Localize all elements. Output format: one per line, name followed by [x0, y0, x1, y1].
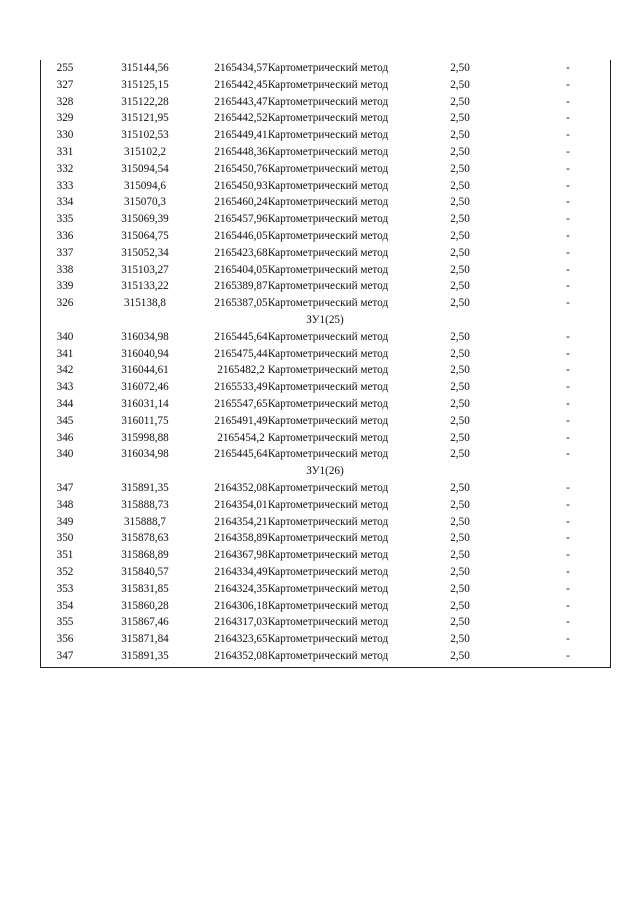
- x-coordinate-cell: 315998,88: [121, 431, 169, 444]
- method-cell: Картометрический метод: [267, 566, 389, 578]
- accuracy-cell: 2,50: [450, 162, 470, 175]
- x-coordinate-cell: 316044,61: [121, 364, 169, 377]
- y-coordinate-cell: 2165533,49: [214, 381, 268, 394]
- note-cell: -: [566, 62, 570, 74]
- point-number-cell: 328: [56, 95, 74, 108]
- method-cell: Картометрический метод: [267, 616, 389, 629]
- point-number-cell: 346: [56, 431, 74, 444]
- y-coordinate-cell: 2165387,05: [214, 297, 268, 310]
- method-cell: Картометрический метод: [267, 650, 389, 662]
- x-coordinate-cell: 315891,35: [121, 482, 169, 494]
- table-row: [40, 60, 610, 77]
- y-coordinate-cell: 2164323,65: [214, 633, 268, 646]
- x-coordinate-cell: 315102,2: [124, 146, 166, 158]
- point-number-cell: 344: [56, 398, 74, 410]
- x-coordinate-cell: 316072,46: [121, 381, 169, 394]
- method-cell: Картометрический метод: [267, 280, 389, 293]
- table-row: [40, 581, 610, 598]
- x-coordinate-cell: 315102,53: [121, 129, 169, 142]
- table-row: [40, 396, 610, 413]
- method-cell: Картометрический метод: [267, 347, 389, 360]
- note-cell: -: [566, 431, 570, 444]
- point-number-cell: 355: [56, 616, 74, 629]
- y-coordinate-cell: 2165491,49: [214, 414, 268, 427]
- x-coordinate-cell: 315094,54: [121, 162, 169, 175]
- table-row: [40, 295, 610, 312]
- x-coordinate-cell: 315122,28: [121, 95, 169, 108]
- note-cell: -: [566, 650, 570, 662]
- x-coordinate-cell: 315891,35: [121, 650, 169, 662]
- point-number-cell: 340: [56, 448, 74, 461]
- y-coordinate-cell: 2165448,36: [214, 146, 268, 158]
- method-cell: Картометрический метод: [267, 330, 389, 343]
- method-cell: Картометрический метод: [267, 414, 389, 427]
- note-cell: -: [566, 297, 570, 310]
- table-row: [40, 278, 610, 295]
- y-coordinate-cell: 2164352,08: [214, 650, 268, 662]
- y-coordinate-cell: 2165423,68: [214, 246, 268, 259]
- point-number-cell: 331: [56, 146, 74, 158]
- x-coordinate-cell: 315138,8: [124, 297, 166, 310]
- method-cell: Картометрический метод: [267, 230, 389, 242]
- accuracy-cell: 2,50: [450, 650, 470, 662]
- table-row: [40, 329, 610, 346]
- x-coordinate-cell: 315868,89: [121, 549, 169, 562]
- point-number-cell: 356: [56, 633, 74, 646]
- y-coordinate-cell: 2165445,64: [214, 330, 268, 343]
- point-number-cell: 336: [56, 230, 74, 242]
- method-cell: Картометрический метод: [267, 112, 389, 125]
- y-coordinate-cell: 2165446,05: [214, 230, 268, 242]
- accuracy-cell: 2,50: [450, 633, 470, 646]
- method-cell: Картометрический метод: [267, 78, 389, 91]
- note-cell: -: [566, 162, 570, 175]
- table-row: [40, 648, 610, 665]
- y-coordinate-cell: 2165445,64: [214, 448, 268, 461]
- y-coordinate-cell: 2165547,65: [214, 398, 268, 410]
- point-number-cell: 347: [56, 482, 74, 494]
- x-coordinate-cell: 315860,28: [121, 599, 169, 612]
- method-cell: Картометрический метод: [267, 482, 389, 494]
- accuracy-cell: 2,50: [450, 246, 470, 259]
- section-title: ЗУ1(26): [306, 465, 344, 478]
- point-number-cell: 342: [56, 364, 74, 377]
- point-number-cell: 327: [56, 78, 74, 91]
- x-coordinate-cell: 316034,98: [121, 330, 169, 343]
- table-left-border: [40, 60, 41, 667]
- point-number-cell: 350: [56, 532, 74, 545]
- note-cell: -: [566, 566, 570, 578]
- x-coordinate-cell: 315125,15: [121, 78, 169, 91]
- x-coordinate-cell: 316011,75: [121, 414, 169, 427]
- table-row: [40, 413, 610, 430]
- point-number-cell: 348: [56, 498, 74, 511]
- y-coordinate-cell: 2165404,05: [214, 263, 268, 276]
- method-cell: Картометрический метод: [267, 381, 389, 394]
- table-row: [40, 598, 610, 615]
- method-cell: Картометрический метод: [267, 599, 389, 612]
- table-row: [40, 110, 610, 127]
- method-cell: Картометрический метод: [267, 498, 389, 511]
- y-coordinate-cell: 2165434,57: [214, 62, 268, 74]
- accuracy-cell: 2,50: [450, 398, 470, 410]
- method-cell: Картометрический метод: [267, 263, 389, 276]
- note-cell: -: [566, 515, 570, 528]
- point-number-cell: 255: [56, 62, 74, 74]
- accuracy-cell: 2,50: [450, 297, 470, 310]
- accuracy-cell: 2,50: [450, 263, 470, 276]
- x-coordinate-cell: 315052,34: [121, 246, 169, 259]
- point-number-cell: 338: [56, 263, 74, 276]
- x-coordinate-cell: 315121,95: [121, 112, 169, 125]
- y-coordinate-cell: 2164317,03: [214, 616, 268, 629]
- table-row: [40, 564, 610, 581]
- point-number-cell: 347: [56, 650, 74, 662]
- method-cell: Картометрический метод: [267, 196, 389, 209]
- method-cell: Картометрический метод: [267, 129, 389, 142]
- note-cell: -: [566, 196, 570, 209]
- x-coordinate-cell: 315064,75: [121, 230, 169, 242]
- accuracy-cell: 2,50: [450, 196, 470, 209]
- accuracy-cell: 2,50: [450, 62, 470, 74]
- x-coordinate-cell: 315867,46: [121, 616, 169, 629]
- note-cell: -: [566, 213, 570, 226]
- note-cell: -: [566, 280, 570, 293]
- method-cell: Картометрический метод: [267, 95, 389, 108]
- accuracy-cell: 2,50: [450, 95, 470, 108]
- accuracy-cell: 2,50: [450, 431, 470, 444]
- y-coordinate-cell: 2165450,76: [214, 162, 268, 175]
- point-number-cell: 340: [56, 330, 74, 343]
- accuracy-cell: 2,50: [450, 566, 470, 578]
- x-coordinate-cell: 316031,14: [121, 398, 169, 410]
- x-coordinate-cell: 316040,94: [121, 347, 169, 360]
- table-row: [40, 144, 610, 161]
- x-coordinate-cell: 315888,7: [124, 515, 166, 528]
- accuracy-cell: 2,50: [450, 448, 470, 461]
- point-number-cell: 329: [56, 112, 74, 125]
- table-row: [40, 77, 610, 94]
- accuracy-cell: 2,50: [450, 129, 470, 142]
- note-cell: -: [566, 230, 570, 242]
- note-cell: -: [566, 112, 570, 125]
- x-coordinate-cell: 315133,22: [121, 280, 169, 293]
- table-right-border: [610, 60, 611, 667]
- note-cell: -: [566, 414, 570, 427]
- note-cell: -: [566, 129, 570, 142]
- note-cell: -: [566, 347, 570, 360]
- table-bottom-border: [40, 667, 611, 668]
- table-row: [40, 446, 610, 463]
- table-row: [40, 631, 610, 648]
- accuracy-cell: 2,50: [450, 330, 470, 343]
- note-cell: -: [566, 633, 570, 646]
- x-coordinate-cell: 315878,63: [121, 532, 169, 545]
- accuracy-cell: 2,50: [450, 414, 470, 427]
- y-coordinate-cell: 2164358,89: [214, 532, 268, 545]
- method-cell: Картометрический метод: [267, 364, 389, 377]
- method-cell: Картометрический метод: [267, 448, 389, 461]
- method-cell: Картометрический метод: [267, 62, 389, 74]
- table-row: [40, 614, 610, 631]
- method-cell: Картометрический метод: [267, 515, 389, 528]
- point-number-cell: 345: [56, 414, 74, 427]
- accuracy-cell: 2,50: [450, 230, 470, 242]
- x-coordinate-cell: 315094,6: [124, 179, 166, 192]
- accuracy-cell: 2,50: [450, 482, 470, 494]
- method-cell: Картометрический метод: [267, 179, 389, 192]
- y-coordinate-cell: 2165449,41: [214, 129, 268, 142]
- note-cell: -: [566, 448, 570, 461]
- y-coordinate-cell: 2165457,96: [214, 213, 268, 226]
- x-coordinate-cell: 315070,3: [124, 196, 166, 209]
- method-cell: Картометрический метод: [267, 146, 389, 158]
- table-row: [40, 480, 610, 497]
- table-row: [40, 530, 610, 547]
- point-number-cell: 341: [56, 347, 74, 360]
- accuracy-cell: 2,50: [450, 280, 470, 293]
- point-number-cell: 339: [56, 280, 74, 293]
- note-cell: -: [566, 179, 570, 192]
- y-coordinate-cell: 2165454,2: [217, 431, 265, 444]
- method-cell: Картометрический метод: [267, 297, 389, 310]
- y-coordinate-cell: 2165460,24: [214, 196, 268, 209]
- x-coordinate-cell: 316034,98: [121, 448, 169, 461]
- table-row: [40, 245, 610, 262]
- point-number-cell: 326: [56, 297, 74, 310]
- point-number-cell: 334: [56, 196, 74, 209]
- note-cell: -: [566, 381, 570, 394]
- point-number-cell: 343: [56, 381, 74, 394]
- accuracy-cell: 2,50: [450, 549, 470, 562]
- table-row: [40, 161, 610, 178]
- note-cell: -: [566, 599, 570, 612]
- y-coordinate-cell: 2165443,47: [214, 95, 268, 108]
- note-cell: -: [566, 398, 570, 410]
- table-row: [40, 514, 610, 531]
- method-cell: Картометрический метод: [267, 633, 389, 646]
- note-cell: -: [566, 616, 570, 629]
- note-cell: -: [566, 364, 570, 377]
- table-row: [40, 127, 610, 144]
- x-coordinate-cell: 315871,84: [121, 633, 169, 646]
- y-coordinate-cell: 2165475,44: [214, 347, 268, 360]
- table-row: [40, 262, 610, 279]
- y-coordinate-cell: 2165482,2: [217, 364, 265, 377]
- table-row: [40, 211, 610, 228]
- accuracy-cell: 2,50: [450, 582, 470, 595]
- table-row: [40, 94, 610, 111]
- y-coordinate-cell: 2164354,01: [214, 498, 268, 511]
- point-number-cell: 337: [56, 246, 74, 259]
- accuracy-cell: 2,50: [450, 112, 470, 125]
- method-cell: Картометрический метод: [267, 431, 389, 444]
- note-cell: -: [566, 532, 570, 545]
- y-coordinate-cell: 2165442,45: [214, 78, 268, 91]
- note-cell: -: [566, 498, 570, 511]
- point-number-cell: 351: [56, 549, 74, 562]
- note-cell: -: [566, 549, 570, 562]
- table-row: [40, 346, 610, 363]
- y-coordinate-cell: 2165450,93: [214, 179, 268, 192]
- x-coordinate-cell: 315888,73: [121, 498, 169, 511]
- note-cell: -: [566, 95, 570, 108]
- accuracy-cell: 2,50: [450, 381, 470, 394]
- accuracy-cell: 2,50: [450, 616, 470, 629]
- table-row: [40, 379, 610, 396]
- note-cell: -: [566, 78, 570, 91]
- y-coordinate-cell: 2164354,21: [214, 515, 268, 528]
- method-cell: Картометрический метод: [267, 213, 389, 226]
- point-number-cell: 353: [56, 582, 74, 595]
- table-row: [40, 430, 610, 447]
- table-row: [40, 547, 610, 564]
- y-coordinate-cell: 2164367,98: [214, 549, 268, 562]
- note-cell: -: [566, 146, 570, 158]
- table-row: [40, 178, 610, 195]
- note-cell: -: [566, 263, 570, 276]
- y-coordinate-cell: 2164334,49: [214, 566, 268, 578]
- x-coordinate-cell: 315103,27: [121, 263, 169, 276]
- method-cell: Картометрический метод: [267, 162, 389, 175]
- accuracy-cell: 2,50: [450, 599, 470, 612]
- point-number-cell: 332: [56, 162, 74, 175]
- table-row: [40, 362, 610, 379]
- x-coordinate-cell: 315840,57: [121, 566, 169, 578]
- point-number-cell: 330: [56, 129, 74, 142]
- accuracy-cell: 2,50: [450, 515, 470, 528]
- accuracy-cell: 2,50: [450, 146, 470, 158]
- point-number-cell: 333: [56, 179, 74, 192]
- accuracy-cell: 2,50: [450, 498, 470, 511]
- point-number-cell: 335: [56, 213, 74, 226]
- table-row: [40, 228, 610, 245]
- y-coordinate-cell: 2164352,08: [214, 482, 268, 494]
- accuracy-cell: 2,50: [450, 213, 470, 226]
- point-number-cell: 352: [56, 566, 74, 578]
- point-number-cell: 354: [56, 599, 74, 612]
- accuracy-cell: 2,50: [450, 78, 470, 91]
- note-cell: -: [566, 246, 570, 259]
- x-coordinate-cell: 315144,56: [121, 62, 169, 74]
- table-row: [40, 497, 610, 514]
- point-number-cell: 349: [56, 515, 74, 528]
- method-cell: Картометрический метод: [267, 532, 389, 545]
- method-cell: Картометрический метод: [267, 582, 389, 595]
- x-coordinate-cell: 315069,39: [121, 213, 169, 226]
- note-cell: -: [566, 330, 570, 343]
- accuracy-cell: 2,50: [450, 364, 470, 377]
- y-coordinate-cell: 2164324,35: [214, 582, 268, 595]
- note-cell: -: [566, 582, 570, 595]
- accuracy-cell: 2,50: [450, 179, 470, 192]
- accuracy-cell: 2,50: [450, 532, 470, 545]
- method-cell: Картометрический метод: [267, 549, 389, 562]
- accuracy-cell: 2,50: [450, 347, 470, 360]
- table-row: [40, 194, 610, 211]
- y-coordinate-cell: 2165389,87: [214, 280, 268, 293]
- method-cell: Картометрический метод: [267, 398, 389, 410]
- x-coordinate-cell: 315831,85: [121, 582, 169, 595]
- note-cell: -: [566, 482, 570, 494]
- method-cell: Картометрический метод: [267, 246, 389, 259]
- section-title: ЗУ1(25): [306, 314, 344, 326]
- y-coordinate-cell: 2165442,52: [214, 112, 268, 125]
- y-coordinate-cell: 2164306,18: [214, 599, 268, 612]
